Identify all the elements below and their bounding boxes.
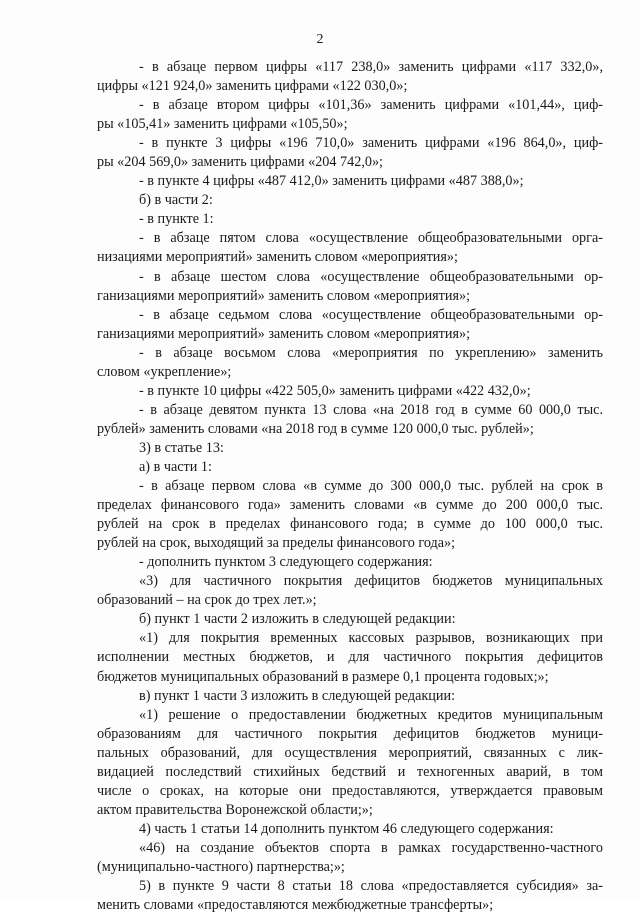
text-line: цифры «121 924,0» заменить цифрами «122 030,0»;: [97, 78, 408, 95]
text-line: «1) для покрытия временных кассовых разрывов, возникающих при: [139, 630, 603, 647]
text-line: исполнении местных бюджетов, и для частичного покрытия дефицитов: [97, 649, 603, 666]
text-line: рублей на срок, выходящий за пределы финансового года»;: [97, 535, 456, 552]
text-line: «46) на создание объектов спорта в рамках государственно-частного: [139, 839, 603, 856]
text-line: актом правительства Воронежской области;»;: [97, 801, 373, 818]
text-line: ры «204 569,0» заменить цифрами «204 742,0»;: [97, 154, 384, 171]
text-line: - в абзаце первом слова «в сумме до 300 000,0 тыс. рублей на срок в: [139, 478, 603, 495]
text-line: в) пункт 1 части 3 изложить в следующей редакции:: [139, 687, 456, 704]
text-line: рублей на срок в пределах финансового года; в сумме до 100 000,0 тыс.: [97, 516, 603, 533]
text-line: - в абзаце восьмом слова «мероприятия по укреплению» заменить: [139, 344, 603, 361]
text-line: менить словами «предоставляются межбюджетные трансферты»;: [97, 897, 494, 914]
text-line: - в пункте 3 цифры «196 710,0» заменить цифрами «196 864,0», циф-: [139, 135, 603, 152]
page-number: 2: [316, 32, 324, 47]
text-line: ры «105,41» заменить цифрами «105,50»;: [97, 116, 348, 133]
text-line: словом «укрепление»;: [97, 363, 232, 380]
text-line: - в пункте 1:: [139, 211, 214, 228]
text-line: низациями мероприятий» заменить словом «мероприятия»;: [97, 249, 458, 266]
text-line: - в абзаце первом цифры «117 238,0» заменить цифрами «117 332,0»,: [139, 59, 603, 75]
text-line: образований – на срок до трех лет.»;: [97, 592, 317, 609]
text-line: пределах финансового года» заменить словами «в сумме до 200 000,0 тыс.: [97, 497, 603, 514]
document-body: [97, 58, 603, 915]
text-line: - в пункте 4 цифры «487 412,0» заменить цифрами «487 388,0»;: [139, 173, 524, 190]
text-line: рублей» заменить словами «на 2018 год в сумме 120 000,0 тыс. рублей»;: [97, 420, 534, 437]
text-line: б) пункт 1 части 2 изложить в следующей редакции:: [139, 611, 456, 628]
text-line: б) в части 2:: [139, 192, 213, 209]
text-line: 4) часть 1 статьи 14 дополнить пунктом 46 следующего содержания:: [139, 820, 554, 837]
text-line: - в абзаце шестом слова «осуществление общеобразовательными ор-: [139, 268, 603, 285]
text-line: а) в части 1:: [139, 458, 212, 475]
text-line: - в абзаце седьмом слова «осуществление общеобразовательными ор-: [139, 306, 603, 323]
text-line: 5) в пункте 9 части 8 статьи 18 слова «предоставляется субсидия» за-: [139, 878, 603, 895]
text-line: бюджетов муниципальных образований в размере 0,1 процента годовых;»;: [97, 668, 549, 685]
text-line: 3) в статье 13:: [139, 439, 224, 456]
text-line: видацией последствий стихийных бедствий и техногенных аварий, в том: [97, 763, 603, 780]
text-line: - в абзаце девятом пункта 13 слова «на 2018 год в сумме 60 000,0 тыс.: [139, 401, 603, 418]
text-line: числе о сроках, на которые они предоставляются, утверждается правовым: [97, 782, 603, 799]
text-line: - дополнить пунктом 3 следующего содержания:: [139, 554, 433, 571]
text-line: «1) решение о предоставлении бюджетных кредитов муниципальным: [139, 706, 603, 723]
text-line: пальных образований, для осуществления мероприятий, связанных с лик-: [97, 744, 603, 761]
text-line: «3) для частичного покрытия дефицитов бюджетов муниципальных: [139, 573, 603, 590]
text-line: (муниципально-частного) партнерства;»;: [97, 858, 345, 875]
text-line: образованиям для частичного покрытия дефицитов бюджетов муници-: [97, 725, 603, 742]
text-line: ганизациями мероприятий» заменить словом «мероприятия»;: [97, 287, 471, 304]
text-line: - в абзаце пятом слова «осуществление общеобразовательными орга-: [139, 230, 603, 247]
text-line: - в абзаце втором цифры «101,36» заменить цифрами «101,44», циф-: [139, 97, 603, 114]
text-line: ганизациями мероприятий» заменить словом «мероприятия»;: [97, 325, 471, 342]
text-line: - в пункте 10 цифры «422 505,0» заменить цифрами «422 432,0»;: [139, 382, 531, 399]
